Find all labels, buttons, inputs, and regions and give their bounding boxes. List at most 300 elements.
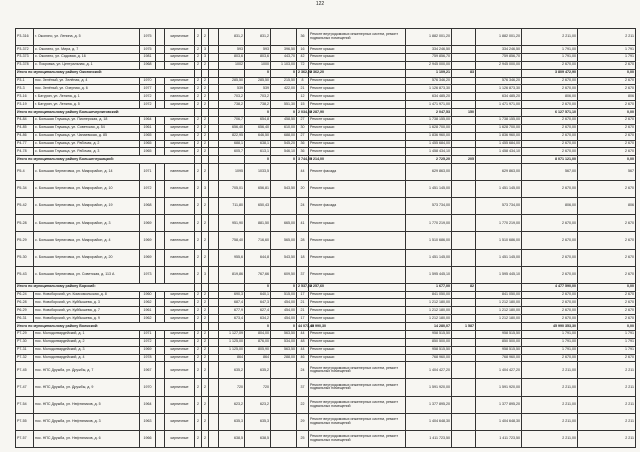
table-cell: 720 (219, 379, 245, 396)
table-cell (156, 77, 165, 85)
table-cell: 831,2 (245, 29, 271, 46)
address-cell: пос. Новоборский, ул. Комсомольская, д. 8 (34, 291, 140, 299)
table-cell: 738,2 (245, 101, 271, 109)
table-cell: 2 211,00 (522, 29, 578, 46)
table-cell: 2 (202, 124, 209, 132)
table-cell: 21 (297, 307, 309, 315)
table-cell (156, 266, 165, 283)
table-cell: 24 (297, 198, 309, 215)
table-cell: 2 670 (578, 307, 636, 315)
table-cell (209, 379, 219, 396)
table-row (16, 124, 636, 132)
address-cell: с. Большая Черниговка, ул. Микрорайон, д. 4 (34, 232, 140, 249)
work-type-cell: Ремонт крыши (309, 116, 406, 124)
table-cell: 1 770 219,00 (406, 215, 452, 232)
subtotal-cell: 3 809 472,90 (522, 69, 578, 77)
table-cell: 605,7 (219, 148, 245, 156)
table-cell (156, 148, 165, 156)
table-cell: 454,00 (271, 307, 297, 315)
table-row (16, 53, 636, 61)
table-cell: 1 595 445,10 (406, 266, 452, 283)
table-cell: 2 211 (578, 379, 636, 396)
row-id-cell: Р7-30 (16, 338, 34, 346)
subtotal-label: Итого по муниципальному району Большеглушицкий: (16, 156, 195, 164)
table-cell: 705,01 (219, 181, 245, 198)
table-cell: кирпичные (165, 148, 195, 156)
table-cell: 25 (297, 430, 309, 447)
table-cell (452, 362, 476, 379)
row-id-cell: Р7-31 (16, 346, 34, 354)
table-cell (452, 307, 476, 315)
table-cell: 1 451 145,00 (406, 249, 452, 266)
table-cell (156, 413, 165, 430)
table-cell: 716,60 (245, 232, 271, 249)
subtotal-cell (195, 283, 202, 291)
table-cell: 687,4 (219, 299, 245, 307)
table-cell (452, 116, 476, 124)
row-id-cell: Р6-28 (16, 299, 34, 307)
subtotal-cell: 0 (271, 323, 297, 331)
subtotal-cell: 1 677,00 (406, 283, 452, 291)
table-cell: 635,2 (245, 362, 271, 379)
table-cell: 2 (202, 132, 209, 140)
subtotal-cell (195, 323, 202, 331)
table-cell: 1 212 180,00 (406, 315, 452, 323)
row-id-cell: Р5-34 (16, 181, 34, 198)
table-cell: 1 455 684,00 (406, 140, 452, 148)
table-cell: 37 (297, 379, 309, 396)
table-cell: 563,50 (271, 346, 297, 354)
table-cell: 2 670 (578, 85, 636, 93)
table-cell: 2 (195, 46, 202, 54)
table-cell (156, 140, 165, 148)
table-cell: 1966 (140, 430, 156, 447)
table-cell: 2 (195, 61, 202, 69)
table-cell: 2 (202, 29, 209, 46)
table-cell: 2 (195, 346, 202, 354)
table-cell: 703,2 (219, 93, 245, 101)
table-cell: 2 (202, 299, 209, 307)
table-cell: 1977 (140, 85, 156, 93)
table-cell: 2 (195, 181, 202, 198)
table-cell: 22 (297, 396, 309, 413)
table-cell (209, 101, 219, 109)
table-cell (209, 77, 219, 85)
table-cell: 2 (202, 379, 209, 396)
address-cell: с. Большая Черниговка, ул. Микрорайон, д. 3 (34, 215, 140, 232)
table-cell: 2 (195, 266, 202, 283)
table-cell: 806,00 (522, 93, 578, 101)
table-cell (156, 232, 165, 249)
table-cell (452, 93, 476, 101)
table-cell (452, 291, 476, 299)
table-cell: 454,00 (271, 299, 297, 307)
table-cell: 850 500,00 (406, 338, 452, 346)
table-cell (209, 266, 219, 283)
table-cell: 1 377 895,20 (406, 396, 452, 413)
table-cell: 703,2 (245, 93, 271, 101)
table-cell: 720 (245, 379, 271, 396)
table-cell (156, 362, 165, 379)
table-cell: 1 212 180,00 (476, 299, 522, 307)
table-cell: 2 (202, 77, 209, 85)
table-cell: 41 (297, 215, 309, 232)
table-cell: 3 (202, 46, 209, 54)
table-cell: 1969 (140, 215, 156, 232)
table-cell: 8 (297, 77, 309, 85)
table-cell: 1973 (140, 266, 156, 283)
address-cell: с. Покровка, ул. Центральная, д. 1 (34, 61, 140, 69)
table-cell (452, 379, 476, 396)
table-cell: 635,2 (219, 362, 245, 379)
work-type-cell: Ремонт крыши (309, 61, 406, 69)
table-cell: 654,8 (245, 116, 271, 124)
table-cell (156, 215, 165, 232)
table-cell: 1965 (140, 140, 156, 148)
table-cell (452, 232, 476, 249)
table-cell: кирпичные (165, 29, 195, 46)
subtotal-cell: 0,00 (578, 283, 636, 291)
table-cell: панельные (165, 215, 195, 232)
table-cell: кирпичные (165, 315, 195, 323)
table-row (16, 101, 636, 109)
row-id-cell: Р3-16 (16, 93, 34, 101)
table-cell: 958 515,50 (476, 346, 522, 354)
table-row (16, 140, 636, 148)
table-row (16, 354, 636, 362)
table-cell: 1969 (140, 232, 156, 249)
table-cell: 2 670 (578, 181, 636, 198)
table-cell: 819,86 (219, 266, 245, 283)
table-cell (209, 93, 219, 101)
table-cell: 576 346,20 (476, 77, 522, 85)
table-cell: 1972 (140, 93, 156, 101)
table-cell (452, 198, 476, 215)
table-cell: 2 (202, 116, 209, 124)
work-type-cell: Ремонт фасада (309, 198, 406, 215)
table-row (16, 396, 636, 413)
address-cell: пос. НПС Дружба, ул. Дружбы, д. 7 (34, 362, 140, 379)
table-cell: 958 515,50 (406, 346, 452, 354)
address-cell: пос. Молодогвардейский, д. 3 (34, 346, 140, 354)
table-cell: 2 (202, 232, 209, 249)
table-cell: 396,50 (271, 46, 297, 54)
table-cell: 806 (578, 198, 636, 215)
table-cell: 334 246,50 (476, 46, 522, 54)
work-type-cell: Ремонт крыши (309, 124, 406, 132)
table-cell: 1 882 001,20 (406, 29, 452, 46)
table-cell: 36 (297, 140, 309, 148)
table-cell: 1962 (140, 299, 156, 307)
table-cell (271, 413, 297, 430)
subtotal-cell: 4 477 590,00 (522, 283, 578, 291)
table-cell: 2 670,00 (522, 307, 578, 315)
work-type-cell: Ремонт крыши (309, 181, 406, 198)
table-cell (452, 101, 476, 109)
table-cell: 1965 (140, 148, 156, 156)
table-cell: 1978 (140, 354, 156, 362)
table-cell: 551,30 (271, 101, 297, 109)
row-id-cell: Р3-3 (16, 85, 34, 93)
table-cell: 1 791,00 (522, 46, 578, 54)
table-cell: 841 050,00 (476, 291, 522, 299)
subtotal-cell (202, 323, 209, 331)
table-cell (452, 215, 476, 232)
work-type-cell: Ремонт крыши (309, 140, 406, 148)
table-cell: 2 211 (578, 396, 636, 413)
table-cell: 647,3 (245, 299, 271, 307)
subtotal-cell: 0 (245, 109, 271, 117)
subtotal-cell (476, 156, 522, 164)
table-cell: 2 (195, 249, 202, 266)
table-cell: 2 (195, 85, 202, 93)
subtotal-cell: 2 047,53 (406, 109, 452, 117)
table-cell: 2 670,00 (522, 77, 578, 85)
subtotal-cell: 0 (245, 156, 271, 164)
table-cell: 2 (195, 362, 202, 379)
table-cell: 1961 (140, 307, 156, 315)
table-cell: 515,00 (271, 291, 297, 299)
capital-repair-register-table (15, 28, 636, 448)
table-cell: 1 791,00 (522, 330, 578, 338)
table-cell: 1002 (219, 61, 245, 69)
table-cell: 593 (219, 46, 245, 54)
table-cell (452, 181, 476, 198)
table-cell: 2 (202, 330, 209, 338)
table-cell (209, 362, 219, 379)
table-cell: 30 (297, 124, 309, 132)
table-cell: 1972 (140, 101, 156, 109)
table-cell: 1 126 873,30 (406, 85, 452, 93)
table-cell (156, 379, 165, 396)
row-id-cell: Р3-378 (16, 61, 34, 69)
table-cell (156, 61, 165, 69)
table-cell: 1 791 (578, 53, 636, 61)
row-id-cell: Р4-86 (16, 132, 34, 140)
table-cell: 2 (195, 116, 202, 124)
subtotal-label: Итого по муниципальному району Борский: (16, 283, 195, 291)
table-cell: 864 (245, 354, 271, 362)
table-cell: 215,50 (271, 77, 297, 85)
table-row (16, 181, 636, 198)
table-cell: 1 791,00 (522, 338, 578, 346)
table-cell: кирпичные (165, 53, 195, 61)
table-cell: 2 670 (578, 124, 636, 132)
table-row (16, 132, 636, 140)
subtotal-cell: 0 (271, 156, 297, 164)
address-cell: с. Большая Черниговка, ул. Микрорайон, д. 10 (34, 181, 140, 198)
table-cell: 1 791,00 (522, 346, 578, 354)
table-row (16, 148, 636, 156)
table-cell: 2 (202, 249, 209, 266)
table-cell: 288,00 (271, 354, 297, 362)
address-cell: пос. Новоборский, ул. Куйбышева, д. 7 (34, 307, 140, 315)
table-cell: 1971 (140, 330, 156, 338)
subtotal-cell: 2 362,20 (297, 69, 309, 77)
table-cell: кирпичные (165, 362, 195, 379)
row-id-cell: Р5-42 (16, 198, 34, 215)
table-cell: 2 670,00 (522, 61, 578, 69)
table-cell: 958 515,50 (406, 330, 452, 338)
table-cell: 1968 (140, 198, 156, 215)
table-cell: 688,1 (219, 140, 245, 148)
table-cell (209, 215, 219, 232)
subtotal-label: Итого по муниципальному району Ожогинский: (16, 69, 195, 77)
table-row (16, 299, 636, 307)
table-cell: 1 738 155,00 (406, 116, 452, 124)
table-cell: кирпичные (165, 132, 195, 140)
table-cell: 1 411 723,50 (406, 430, 452, 447)
table-cell: кирпичные (165, 346, 195, 354)
table-row (16, 379, 636, 396)
table-cell: 677,9 (219, 307, 245, 315)
table-cell: 2 (195, 132, 202, 140)
table-cell: 2 670 (578, 132, 636, 140)
work-type-cell: Ремонт крыши (309, 101, 406, 109)
row-id-cell: Р6-31 (16, 315, 34, 323)
table-cell: 2 670,00 (522, 299, 578, 307)
table-cell: 876,00 (245, 338, 271, 346)
table-cell: 3 (202, 53, 209, 61)
work-type-cell: Ремонт внутридомовых инженерных систем, ремонт подвальных помещений (309, 362, 406, 379)
row-id-cell: Р3-316 (16, 29, 34, 46)
table-cell (209, 315, 219, 323)
table-cell: 12 (297, 93, 309, 101)
table-cell: 2 (202, 346, 209, 354)
table-cell: 42 (297, 53, 309, 61)
table-cell: 650,43 (245, 198, 271, 215)
work-type-cell: Ремонт крыши (309, 307, 406, 315)
table-cell: 804,00 (245, 330, 271, 338)
table-cell: 1 836 960,00 (476, 132, 522, 140)
table-cell (452, 164, 476, 181)
address-cell: пос. НПС Дружба, ул. Нефтяников, д. 6 (34, 430, 140, 447)
table-cell: 2 945 000,00 (406, 61, 452, 69)
subtotal-cell (209, 109, 219, 117)
table-cell: 2 (195, 93, 202, 101)
table-cell: 2 670,00 (522, 291, 578, 299)
work-type-cell: Ремонт внутридомовых инженерных систем, ремонт подвальных помещений (309, 379, 406, 396)
table-cell: 1967 (140, 362, 156, 379)
row-id-cell: Р3-373 (16, 53, 34, 61)
work-type-cell: Ремонт крыши (309, 53, 406, 61)
table-cell: 36 (297, 29, 309, 46)
table-cell: кирпичные (165, 77, 195, 85)
subtotal-cell (219, 69, 245, 77)
row-id-cell: Р7-45 (16, 362, 34, 379)
subtotal-cell (202, 283, 209, 291)
table-row (16, 93, 636, 101)
table-cell: 2 (195, 307, 202, 315)
table-cell: 2 (202, 291, 209, 299)
subtotal-cell: 8 071 121,00 (522, 156, 578, 164)
table-cell: 2 (195, 330, 202, 338)
table-cell: 768 960,00 (476, 354, 522, 362)
address-cell: пос. Молодогвардейский, д. 1 (34, 330, 140, 338)
table-cell: кирпичные (165, 299, 195, 307)
table-cell: 1 770 219,00 (476, 215, 522, 232)
table-cell: 454,00 (271, 315, 297, 323)
work-type-cell: Ремонт крыши (309, 148, 406, 156)
work-type-cell: Ремонт крыши (309, 346, 406, 354)
table-cell: 1975 (140, 46, 156, 54)
table-cell: 18 (297, 249, 309, 266)
table-cell (271, 164, 297, 181)
row-id-cell: Р3-19 (16, 101, 34, 109)
table-row (16, 77, 636, 85)
table-cell: 285,50 (245, 77, 271, 85)
table-cell: 1970 (140, 77, 156, 85)
address-cell: с. Большая Глушица, ул. Рабочая, д. 2 (34, 140, 140, 148)
table-cell: 759 856,70 (476, 53, 522, 61)
table-cell: 27 (297, 132, 309, 140)
table-cell: 767,66 (245, 266, 271, 283)
table-cell: 2 (195, 396, 202, 413)
subtotal-cell (219, 323, 245, 331)
subtotal-cell: 43 990,30 (309, 323, 406, 331)
table-cell: 2 670,00 (522, 101, 578, 109)
table-cell: 2 670 (578, 116, 636, 124)
table-cell: 1095 (219, 164, 245, 181)
table-cell: 1964 (140, 116, 156, 124)
table-cell: 1 458 434,10 (406, 148, 452, 156)
subtotal-cell (476, 283, 522, 291)
table-cell: 72 (297, 61, 309, 69)
table-cell: 958 515,50 (476, 330, 522, 338)
table-row (16, 338, 636, 346)
table-row (16, 430, 636, 447)
table-cell (209, 140, 219, 148)
work-type-cell: Ремонт крыши (309, 315, 406, 323)
table-cell: 2 (195, 53, 202, 61)
table-cell: 2 (195, 299, 202, 307)
subtotal-cell: 0,00 (578, 156, 636, 164)
subtotal-cell: 0 (271, 109, 297, 117)
table-cell: 1 126 873,30 (476, 85, 522, 93)
table-cell: 1 836 960,00 (406, 132, 452, 140)
table-cell: 2 (195, 148, 202, 156)
table-cell: 2 (202, 101, 209, 109)
table-cell: 17 (297, 315, 309, 323)
table-row (16, 266, 636, 283)
subtotal-cell: 2 257,60 (309, 283, 406, 291)
table-cell: 2 (195, 29, 202, 46)
table-cell: кирпичные (165, 291, 195, 299)
table-cell: 706,7 (219, 116, 245, 124)
table-cell: 2 945 000,00 (476, 61, 522, 69)
table-cell: 458,50 (271, 116, 297, 124)
subtotal-cell (219, 109, 245, 117)
address-cell: с. Ожогино, ул. Мира, д. 7 (34, 46, 140, 54)
table-cell: кирпичные (165, 85, 195, 93)
table-cell: панельные (165, 249, 195, 266)
table-cell (452, 338, 476, 346)
table-cell: 841 050,00 (406, 291, 452, 299)
subtotal-cell: 1 109,21 (406, 69, 452, 77)
table-cell (156, 346, 165, 354)
table-cell (452, 266, 476, 283)
table-cell: 593 (245, 46, 271, 54)
table-cell: 567 (578, 164, 636, 181)
table-cell (209, 299, 219, 307)
table-cell: 17 (297, 291, 309, 299)
table-cell: 2 211,00 (522, 396, 578, 413)
table-cell (156, 29, 165, 46)
table-cell: 1 738 155,00 (476, 116, 522, 124)
table-cell (452, 124, 476, 132)
table-cell: 2 (202, 307, 209, 315)
address-cell: пос. Новоборский, ул. Куйбышева, д. 3 (34, 299, 140, 307)
